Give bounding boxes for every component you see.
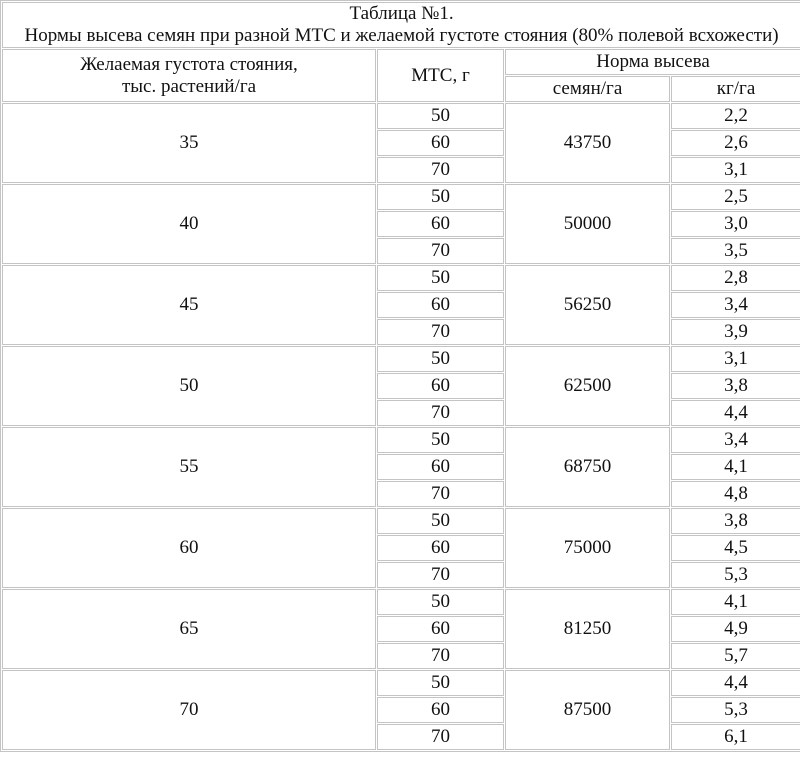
- density-cell: 65: [2, 589, 376, 669]
- density-cell: 60: [2, 508, 376, 588]
- kg-per-ha-cell: 5,3: [671, 562, 800, 588]
- table-title: Нормы высева семян при разной МТС и желаемой густоте стояния (80% полевой всхожести): [24, 25, 779, 46]
- density-cell: 50: [2, 346, 376, 426]
- kg-per-ha-cell: 3,8: [671, 508, 800, 534]
- table-row: [2, 670, 800, 696]
- seeds-per-ha-cell: 62500: [505, 346, 670, 426]
- header-density-line1: Желаемая густота стояния,: [80, 53, 298, 75]
- mts-cell: 60: [377, 130, 504, 156]
- kg-per-ha-cell: 3,5: [671, 238, 800, 264]
- seeds-per-ha-cell: 56250: [505, 265, 670, 345]
- mts-cell: 60: [377, 292, 504, 318]
- kg-per-ha-cell: 2,5: [671, 184, 800, 210]
- mts-cell: 50: [377, 184, 504, 210]
- header-kg-per-ha: кг/га: [671, 76, 800, 102]
- header-mts: МТС, г: [377, 49, 504, 102]
- seeds-per-ha-cell: 50000: [505, 184, 670, 264]
- mts-cell: 70: [377, 319, 504, 345]
- seeds-per-ha-cell: 68750: [505, 427, 670, 507]
- kg-per-ha-cell: 3,4: [671, 427, 800, 453]
- mts-cell: 60: [377, 535, 504, 561]
- seeds-per-ha-cell: 75000: [505, 508, 670, 588]
- density-cell: 55: [2, 427, 376, 507]
- kg-per-ha-cell: 4,4: [671, 400, 800, 426]
- kg-per-ha-cell: 3,0: [671, 211, 800, 237]
- header-seeding-rate: Норма высева: [505, 49, 800, 75]
- kg-per-ha-cell: 3,1: [671, 346, 800, 372]
- density-cell: 35: [2, 103, 376, 183]
- mts-cell: 50: [377, 346, 504, 372]
- mts-cell: 60: [377, 373, 504, 399]
- table-row: [2, 265, 800, 291]
- mts-cell: 70: [377, 481, 504, 507]
- mts-cell: 60: [377, 616, 504, 642]
- kg-per-ha-cell: 5,3: [671, 697, 800, 723]
- kg-per-ha-cell: 4,8: [671, 481, 800, 507]
- density-cell: 70: [2, 670, 376, 750]
- seeds-per-ha-cell: 87500: [505, 670, 670, 750]
- seeds-per-ha-cell: 43750: [505, 103, 670, 183]
- kg-per-ha-cell: 2,8: [671, 265, 800, 291]
- header-density-line2: тыс. растений/га: [121, 75, 257, 97]
- mts-cell: 70: [377, 400, 504, 426]
- density-cell: 45: [2, 265, 376, 345]
- mts-cell: 50: [377, 103, 504, 129]
- table-number: Таблица №1.: [349, 3, 454, 24]
- mts-cell: 70: [377, 724, 504, 750]
- header-density: [2, 49, 376, 102]
- mts-cell: 50: [377, 265, 504, 291]
- kg-per-ha-cell: 5,7: [671, 643, 800, 669]
- table-row: [2, 508, 800, 534]
- kg-per-ha-cell: 6,1: [671, 724, 800, 750]
- kg-per-ha-cell: 4,1: [671, 454, 800, 480]
- table-row: [2, 427, 800, 453]
- mts-cell: 50: [377, 427, 504, 453]
- mts-cell: 60: [377, 697, 504, 723]
- kg-per-ha-cell: 4,4: [671, 670, 800, 696]
- kg-per-ha-cell: 3,4: [671, 292, 800, 318]
- kg-per-ha-cell: 3,1: [671, 157, 800, 183]
- mts-cell: 60: [377, 211, 504, 237]
- table-row: [2, 346, 800, 372]
- table-caption: [2, 2, 800, 48]
- mts-cell: 70: [377, 562, 504, 588]
- kg-per-ha-cell: 4,9: [671, 616, 800, 642]
- mts-cell: 50: [377, 589, 504, 615]
- kg-per-ha-cell: 4,1: [671, 589, 800, 615]
- title-row: [2, 2, 800, 48]
- kg-per-ha-cell: 4,5: [671, 535, 800, 561]
- header-row-1: [2, 49, 800, 75]
- table-row: [2, 589, 800, 615]
- table-row: [2, 184, 800, 210]
- header-seeds-per-ha: семян/га: [505, 76, 670, 102]
- mts-cell: 70: [377, 643, 504, 669]
- mts-cell: 50: [377, 670, 504, 696]
- density-cell: 40: [2, 184, 376, 264]
- kg-per-ha-cell: 3,8: [671, 373, 800, 399]
- mts-cell: 60: [377, 454, 504, 480]
- mts-cell: 50: [377, 508, 504, 534]
- mts-cell: 70: [377, 238, 504, 264]
- kg-per-ha-cell: 2,2: [671, 103, 800, 129]
- table-row: [2, 103, 800, 129]
- kg-per-ha-cell: 2,6: [671, 130, 800, 156]
- mts-cell: 70: [377, 157, 504, 183]
- seeds-per-ha-cell: 81250: [505, 589, 670, 669]
- kg-per-ha-cell: 3,9: [671, 319, 800, 345]
